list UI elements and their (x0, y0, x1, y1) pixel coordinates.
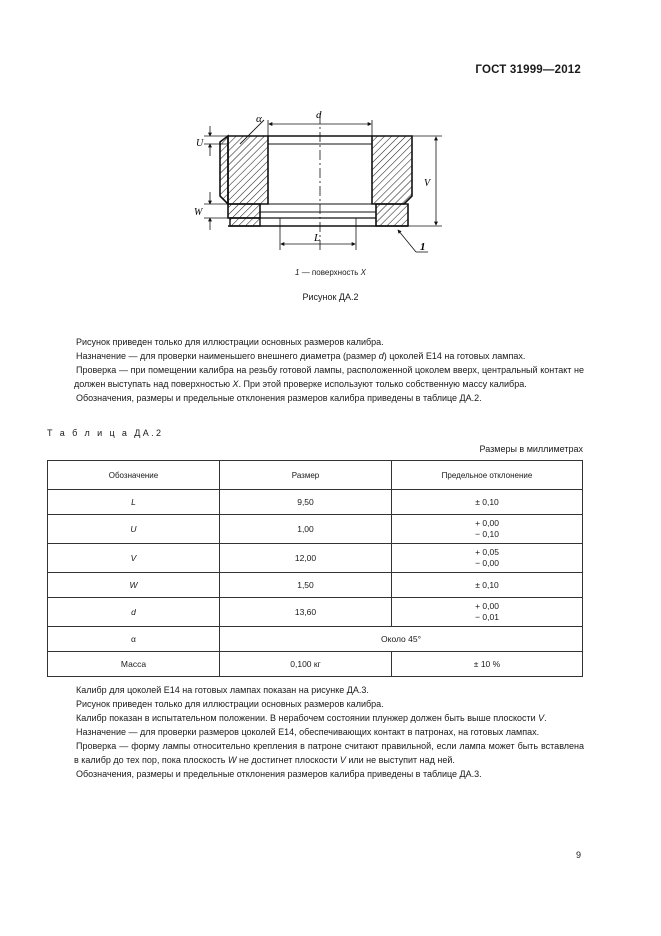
gauge-drawing (180, 100, 460, 265)
table-row: L 9,50 ± 0,10 (48, 490, 583, 515)
dim-v-label: V (424, 178, 431, 189)
table-row: W 1,50 ± 0,10 (48, 573, 583, 598)
intro-paragraph-3: Проверка — при помещении калибра на резьбу готовой лампы, расположенной цоколем вверх, центральный контакт не должен выступать над поверхностью X. При этой проверке используют только собственную массу калибра. (74, 365, 584, 389)
table-header-designation: Обозначение (48, 461, 220, 490)
outro-text (74, 683, 584, 781)
dim-l-label: L (314, 232, 321, 244)
dimensions-table (47, 460, 583, 677)
table-row: U 1,00 + 0,00 − 0,10 (48, 515, 583, 544)
intro-paragraph-1: Рисунок приведен только для иллюстрации основных размеров калибра. (76, 337, 384, 347)
intro-paragraph-4: Обозначения, размеры и предельные отклонения размеров калибра приведены в таблице ДА.2. (76, 393, 482, 403)
table-row: Масса 0,100 кг ± 10 % (48, 652, 583, 677)
intro-text (74, 335, 584, 405)
dim-w-label: W (194, 207, 203, 218)
table-row: d 13,60 + 0,00 − 0,01 (48, 598, 583, 627)
outro-paragraph-6: Обозначения, размеры и предельные отклонения размеров калибра приведены в таблице ДА.3. (76, 769, 482, 779)
base-left-section (228, 204, 260, 218)
callout-1-label: 1 (420, 241, 426, 253)
dim-u-label: U (196, 138, 204, 149)
outro-paragraph-4: Назначение — для проверки размеров цоколей E14, обеспечивающих контакт в патронах, на готовых лампах. (76, 727, 540, 737)
table-row: α Около 45° (48, 627, 583, 652)
outro-paragraph-2: Рисунок приведен только для иллюстрации основных размеров калибра. (76, 699, 384, 709)
table-title: Т а б л и ц а ДА.2 (47, 428, 164, 438)
table-header-size: Размер (220, 461, 392, 490)
intro-paragraph-2: Назначение — для проверки наименьшего внешнего диаметра (размер d) цоколей E14 на готовых лампах. (76, 351, 526, 361)
page-number: 9 (575, 850, 581, 860)
dim-d-label: d (316, 109, 322, 121)
body-left-section (228, 136, 268, 204)
base-right-section (376, 204, 408, 226)
table-row: V 12,00 + 0,05 − 0,00 (48, 544, 583, 573)
figure-caption: Рисунок ДА.2 (302, 292, 359, 302)
figure-legend: 1 — поверхность X (295, 268, 366, 277)
standard-number: ГОСТ 31999—2012 (475, 64, 581, 76)
outro-paragraph-5: Проверка — форму лампы относительно крепления в патроне считают правильной, если лампа может быть вставлена в калибр до тех пор, пока плоскость W не достигнет плоскости V или не выступит над ней. (74, 741, 584, 765)
angle-alpha-label: α (256, 113, 262, 125)
table-header-tolerance: Предельное отклонение (392, 461, 583, 490)
body-right-section (372, 136, 412, 204)
outro-paragraph-1: Калибр для цоколей E14 на готовых лампах показан на рисунке ДА.3. (76, 685, 369, 695)
table-units: Размеры в миллиметрах (479, 444, 583, 454)
outro-paragraph-3: Калибр показан в испытательном положении. В нерабочем состоянии плунжер должен быть выше плоскости V. (76, 713, 547, 723)
